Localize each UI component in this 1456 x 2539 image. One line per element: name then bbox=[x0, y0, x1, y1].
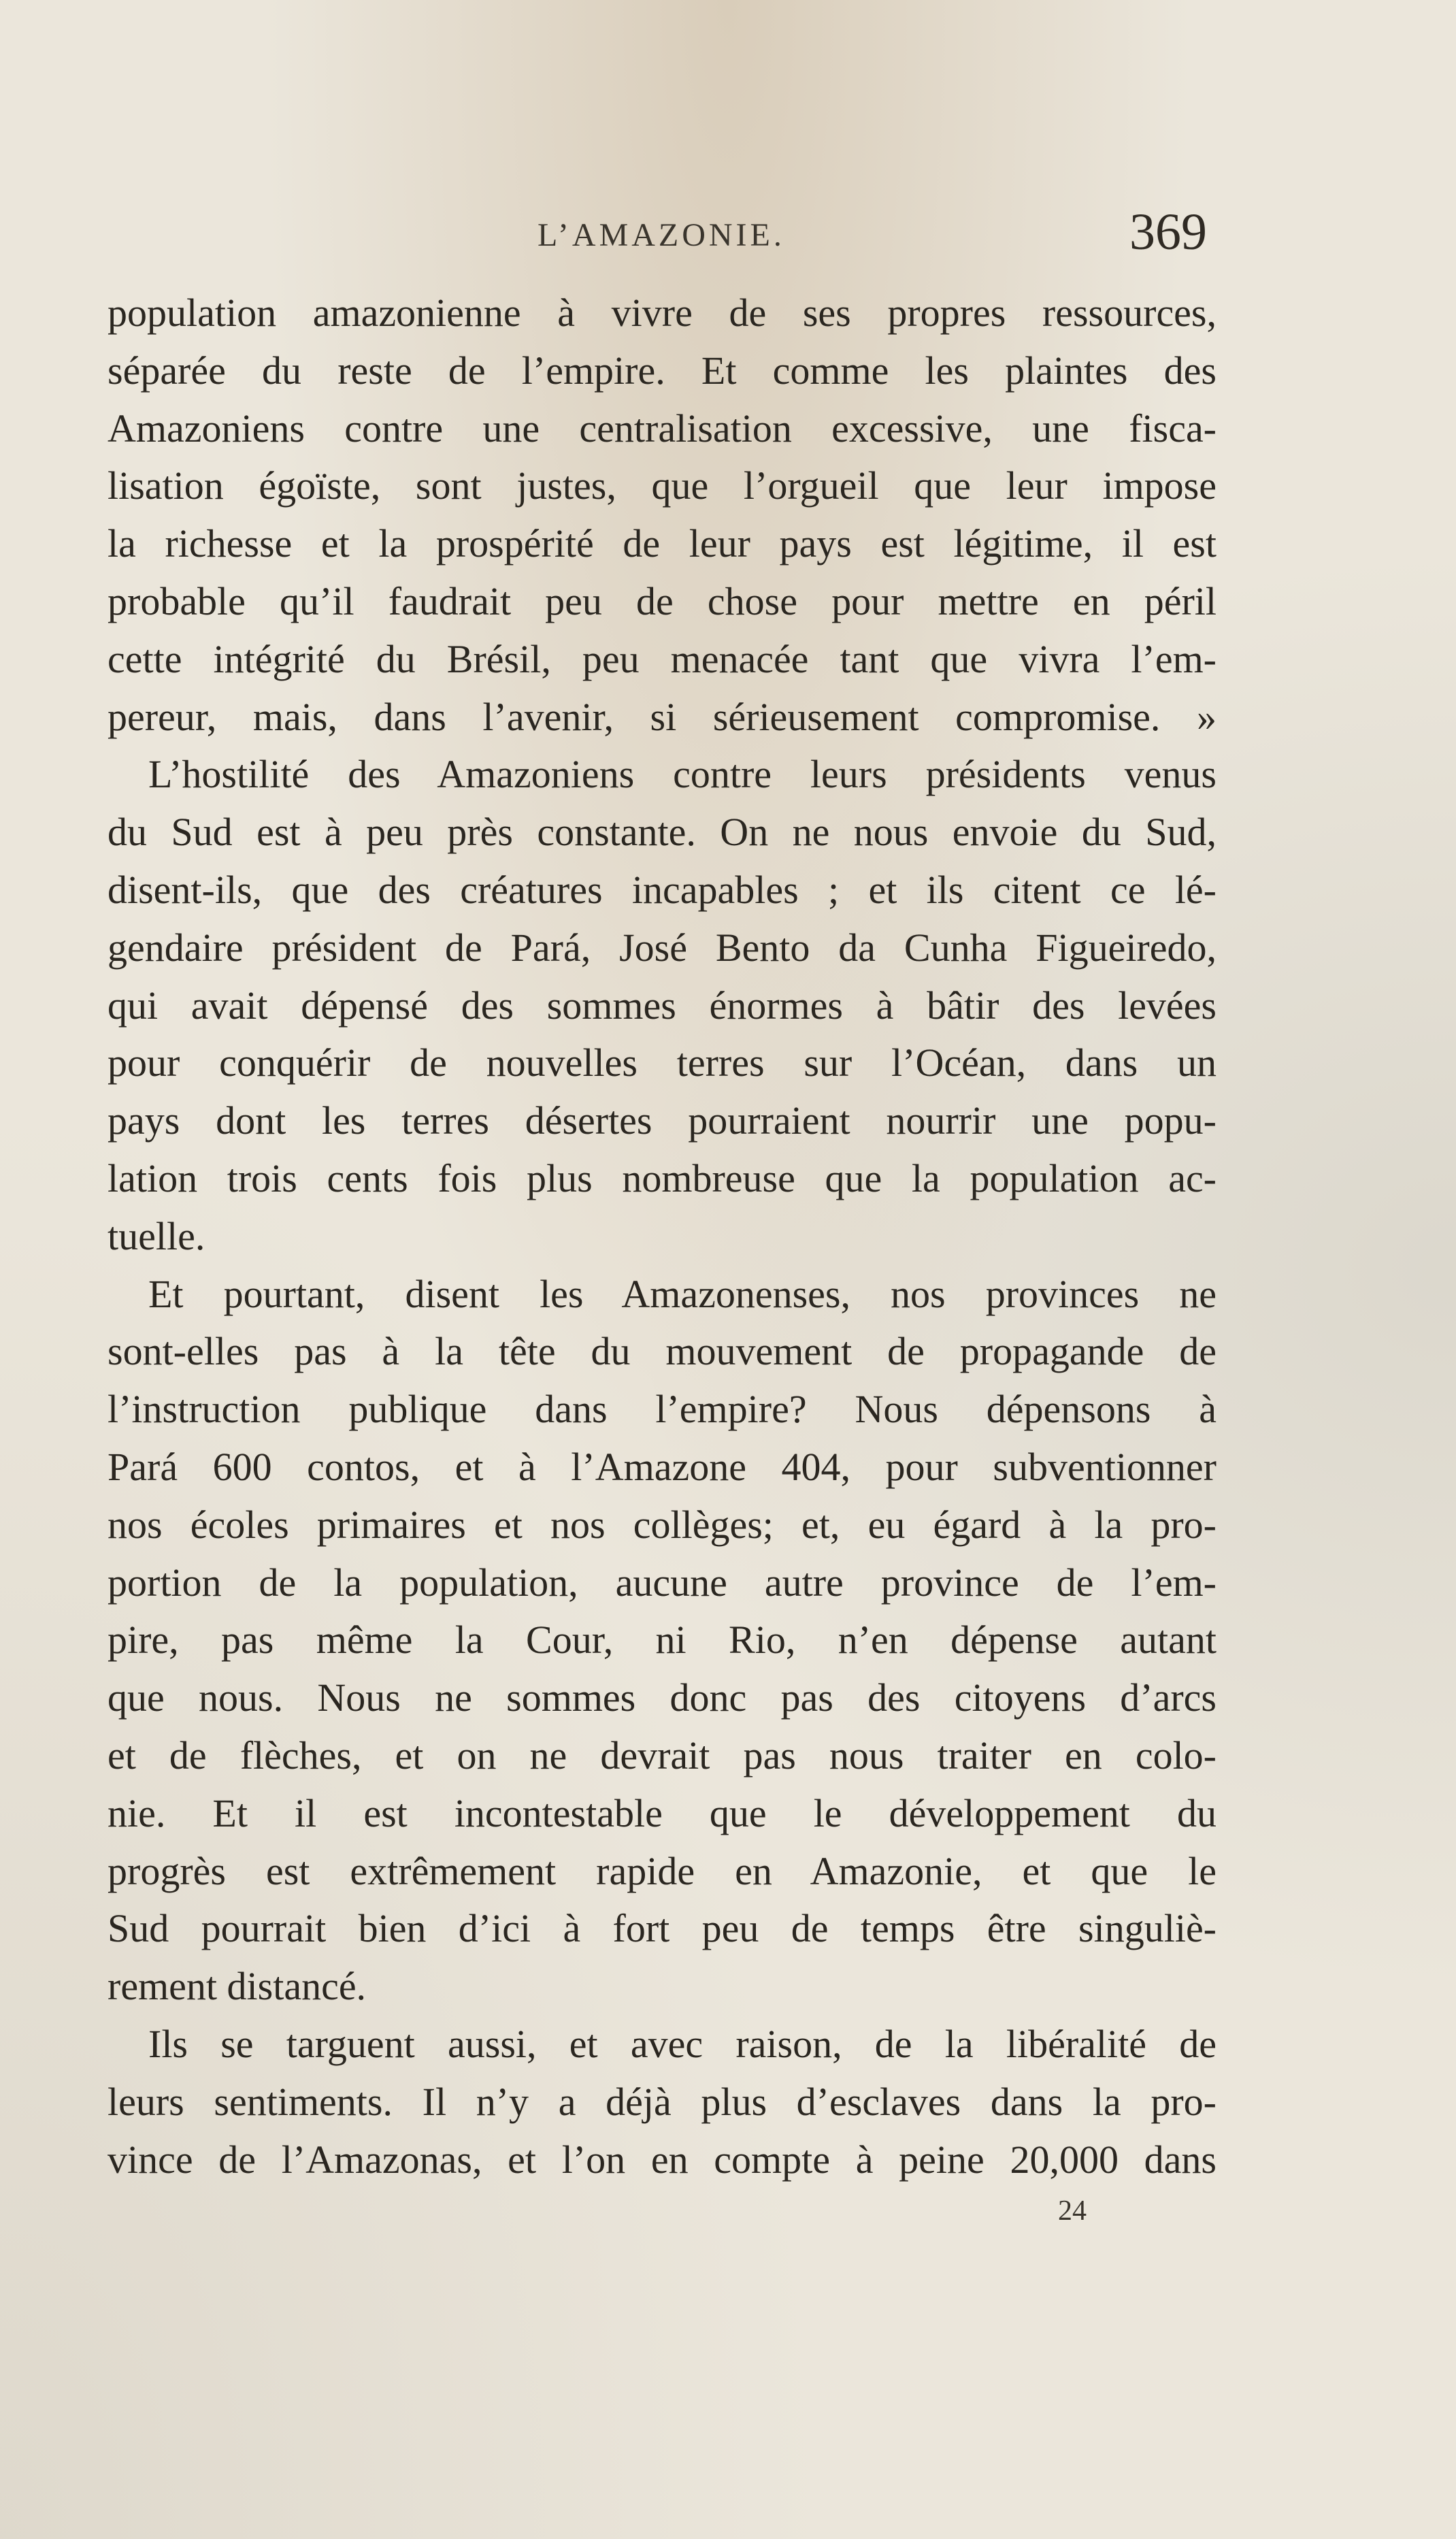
text-line: du Sud est à peu près constante. On ne nous envoie du Sud, bbox=[107, 810, 1217, 855]
text-line: pire, pas même la Cour, ni Rio, n’en dépense autant bbox=[107, 1618, 1217, 1662]
text-line: progrès est extrêmement rapide en Amazonie, et que le bbox=[107, 1848, 1217, 1893]
text-line: population amazonienne à vivre de ses propres ressources, bbox=[107, 291, 1217, 335]
text-line: rement distancé. bbox=[107, 1964, 367, 2009]
text-line: nie. Et il est incontestable que le développement du bbox=[107, 1790, 1217, 1835]
text-line: vince de l’Amazonas, et l’on en compte à peine 20,000 dans bbox=[107, 2137, 1217, 2182]
text-line: séparée du reste de l’empire. Et comme les plaintes des bbox=[107, 348, 1217, 393]
text-line: lation trois cents fois plus nombreuse que la population ac- bbox=[107, 1156, 1217, 1200]
text-line: l’instruction publique dans l’empire? Nous dépensons à bbox=[107, 1387, 1217, 1432]
text-line: gendaire président de Pará, José Bento da Cunha Figueiredo, bbox=[107, 925, 1217, 970]
text-line: nos écoles primaires et nos collèges; et, eu égard à la pro- bbox=[107, 1502, 1217, 1547]
text-line: Ils se targuent aussi, et avec raison, de la libéralité de bbox=[148, 2021, 1217, 2066]
text-line: leurs sentiments. Il n’y a déjà plus d’esclaves dans la pro- bbox=[107, 2079, 1217, 2124]
text-line: que nous. Nous ne sommes donc pas des citoyens d’arcs bbox=[107, 1675, 1217, 1720]
page-number: 369 bbox=[1129, 203, 1207, 261]
text-line: pereur, mais, dans l’avenir, si sérieusement compromise. » bbox=[107, 694, 1217, 739]
text-line: sont-elles pas à la tête du mouvement de propagande de bbox=[107, 1329, 1217, 1374]
text-line: Et pourtant, disent les Amazonenses, nos provinces ne bbox=[148, 1271, 1217, 1316]
text-line: la richesse et la prospérité de leur pays est légitime, il est bbox=[107, 521, 1217, 566]
text-line: probable qu’il faudrait peu de chose pour mettre en péril bbox=[107, 578, 1217, 623]
text-line: L’hostilité des Amazoniens contre leurs présidents venus bbox=[148, 752, 1217, 797]
running-title: L’AMAZONIE. bbox=[537, 217, 785, 253]
text-line: qui avait dépensé des sommes énormes à bâtir des levées bbox=[107, 983, 1217, 1028]
text-line: lisation égoïste, sont justes, que l’orgueil que leur impose bbox=[107, 463, 1217, 508]
body-text bbox=[107, 284, 1217, 2189]
text-line: portion de la population, aucune autre province de l’em- bbox=[107, 1560, 1217, 1605]
signature-mark: 24 bbox=[1058, 2195, 1087, 2227]
text-line: tuelle. bbox=[107, 1213, 205, 1258]
text-line: cette intégrité du Brésil, peu menacée tant que vivra l’em- bbox=[107, 636, 1217, 681]
text-line: disent-ils, que des créatures incapables ; et ils citent ce lé- bbox=[107, 867, 1217, 912]
text-line: pays dont les terres désertes pourraient nourrir une popu- bbox=[107, 1098, 1217, 1143]
page-header bbox=[0, 197, 1456, 272]
text-line: pour conquérir de nouvelles terres sur l’Océan, dans un bbox=[107, 1041, 1217, 1085]
text-line: Pará 600 contos, et à l’Amazone 404, pour subventionner bbox=[107, 1444, 1217, 1489]
text-line: Amazoniens contre une centralisation excessive, une fisca- bbox=[107, 406, 1217, 451]
text-line: et de flèches, et on ne devrait pas nous traiter en colo- bbox=[107, 1733, 1217, 1778]
text-line: Sud pourrait bien d’ici à fort peu de temps être singuliè- bbox=[107, 1906, 1217, 1951]
